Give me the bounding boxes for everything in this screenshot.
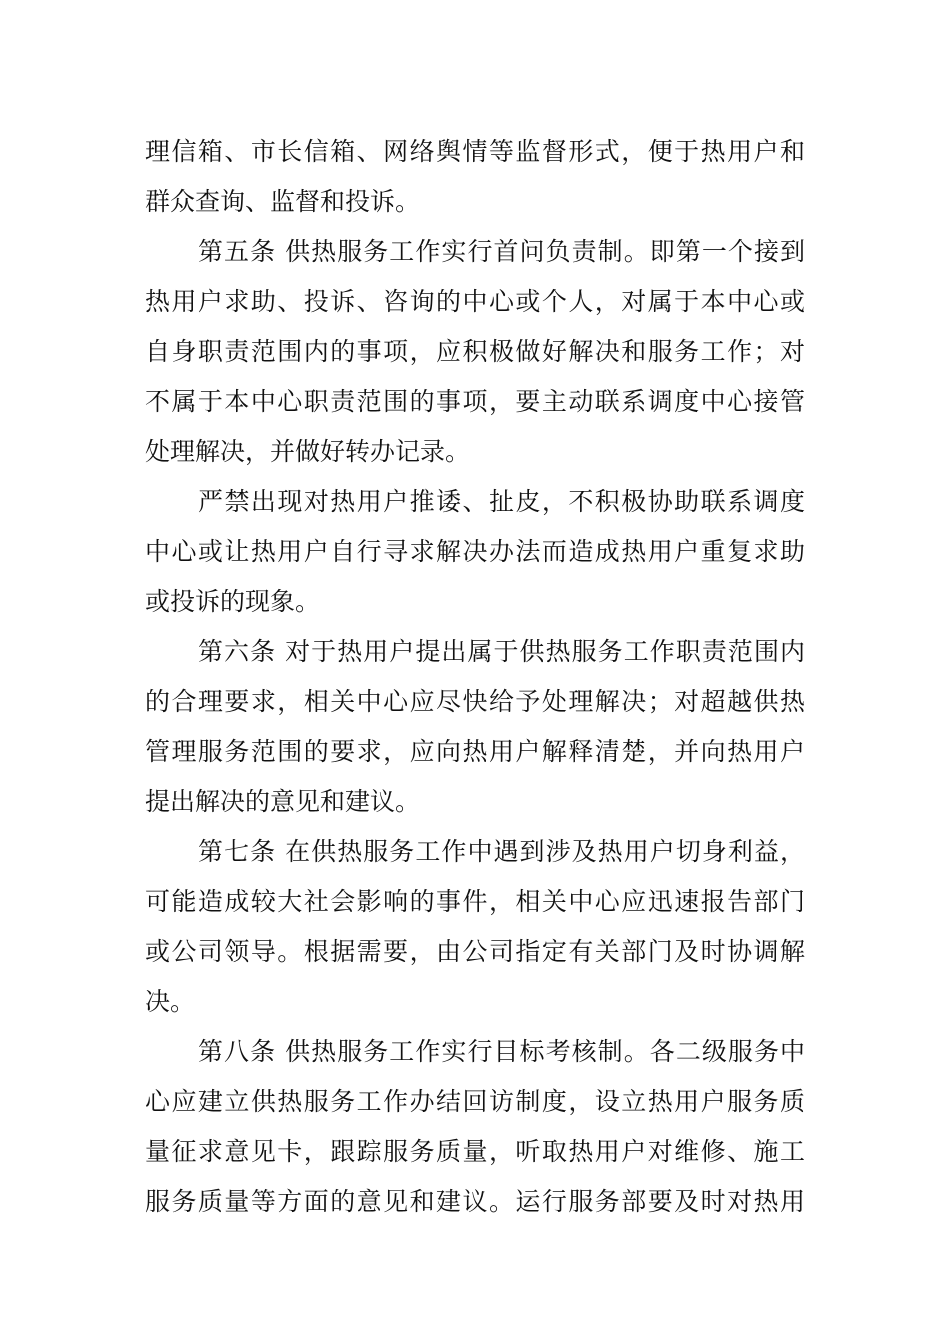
text-line: 群众查询、监督和投诉。 xyxy=(145,187,421,216)
paragraph-start-line: 严禁出现对热用户推诿、扯皮，不积极协助联系调度 xyxy=(198,487,805,516)
article-6-heading-line: 第六条 对于热用户提出属于供热服务工作职责范围内 xyxy=(198,637,805,666)
text-line: 提出解决的意见和建议。 xyxy=(145,787,421,816)
text-line: 服务质量等方面的意见和建议。运行服务部要及时对热用 xyxy=(145,1187,805,1216)
text-line: 理信箱、市长信箱、网络舆情等监督形式，便于热用户和 xyxy=(145,137,805,166)
text-line: 决。 xyxy=(145,987,196,1016)
article-8-heading-line: 第八条 供热服务工作实行目标考核制。各二级服务中 xyxy=(198,1037,805,1066)
text-line: 可能造成较大社会影响的事件，相关中心应迅速报告部门 xyxy=(145,887,805,916)
text-line: 量征求意见卡，跟踪服务质量，听取热用户对维修、施工 xyxy=(145,1137,805,1166)
article-5-heading-line: 第五条 供热服务工作实行首问负责制。即第一个接到 xyxy=(198,237,805,266)
text-line: 或公司领导。根据需要，由公司指定有关部门及时协调解 xyxy=(145,937,805,966)
text-line: 自身职责范围内的事项，应积极做好解决和服务工作；对 xyxy=(145,337,805,366)
text-line: 心应建立供热服务工作办结回访制度，设立热用户服务质 xyxy=(145,1087,805,1116)
text-line: 热用户求助、投诉、咨询的中心或个人，对属于本中心或 xyxy=(145,287,805,316)
text-line: 中心或让热用户自行寻求解决办法而造成热用户重复求助 xyxy=(145,537,805,566)
text-line: 不属于本中心职责范围的事项，要主动联系调度中心接管 xyxy=(145,387,805,416)
text-line: 或投诉的现象。 xyxy=(145,587,321,616)
text-line: 的合理要求，相关中心应尽快给予处理解决；对超越供热 xyxy=(145,687,805,716)
text-line: 管理服务范围的要求，应向热用户解释清楚，并向热用户 xyxy=(145,737,805,766)
article-7-heading-line: 第七条 在供热服务工作中遇到涉及热用户切身利益， xyxy=(198,837,805,866)
text-line: 处理解决，并做好转办记录。 xyxy=(145,437,471,466)
